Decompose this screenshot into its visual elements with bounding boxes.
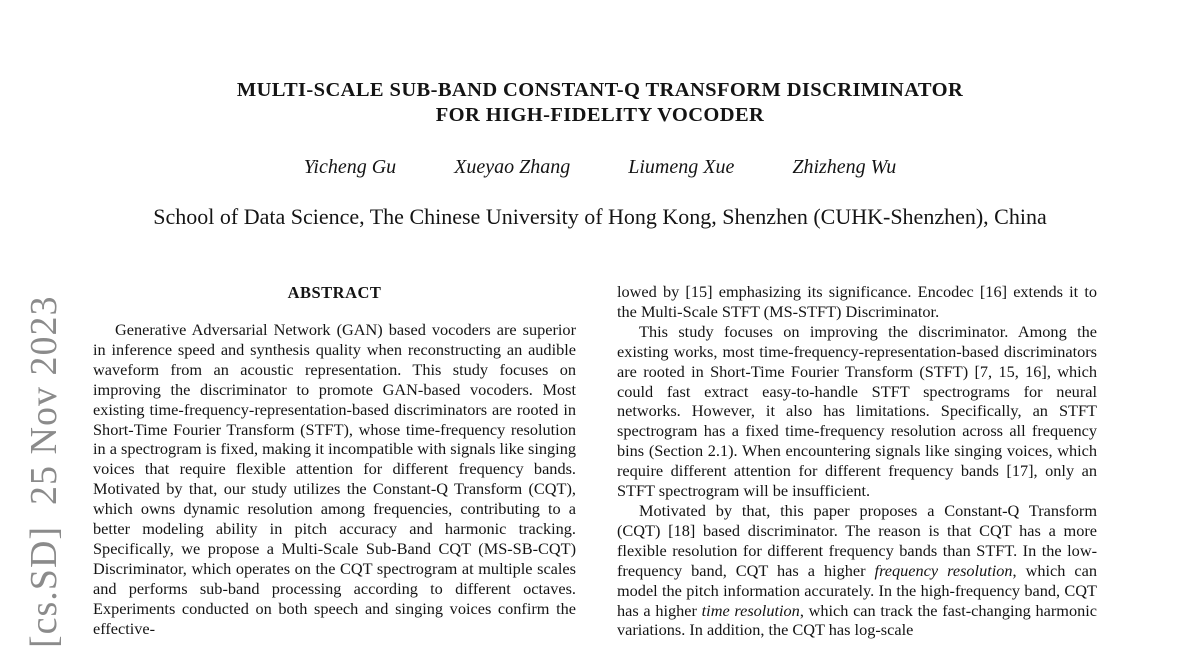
arxiv-sidebar-banner: [cs.SD] 25 Nov 2023 — [23, 295, 65, 648]
time-resolution-term: time resolution — [701, 600, 800, 620]
paper-title — [0, 78, 1200, 128]
motivation-text-3: , which can track the fast-changing harmonic variations. In addition, the CQT has log-scale — [617, 600, 1097, 640]
motivation-text-2: , which can model the pitch information accurately. In the high-frequency band, CQT has a higher — [617, 560, 1097, 620]
motivation-text-1: Motivated by that, this paper proposes a Constant-Q Transform (CQT) [18] based discriminator. The reason is that CQT has a more flexible resolution for different frequency bands than STFT. In the low-frequency band, CQT has a higher — [617, 500, 1097, 580]
frequency-resolution-term: frequency resolution — [874, 560, 1013, 580]
abstract-paragraph: Generative Adversarial Network (GAN) based vocoders are superior in inference speed and synthesis quality when reconstructing an audible waveform from an acoustic representation. This study focuses on improving the discriminator to promote GAN-based vocoders. Most existing time-frequency-representation-based discriminators are rooted in Short-Time Fourier Transform (STFT), whose time-frequency resolution in a spectrogram is fixed, making it incompatible with signals like singing voices that require flexible attention for different frequency bands. Motivated by that, our study utilizes the Constant-Q Transform (CQT), which owns dynamic resolution among frequencies, contributing to a better modeling ability in pitch accuracy and harmonic tracking. Specifically, we propose a Multi-Scale Sub-Band CQT (MS-SB-CQT) Discriminator, which operates on the CQT spectrogram at multiple scales and performs sub-band processing according to different octaves. Experiments conducted on both speech and singing voices confirm the effective- — [93, 320, 576, 638]
author-name-1: Yicheng Gu — [303, 156, 397, 178]
authors-row — [0, 156, 1200, 179]
author-name-3: Liumeng Xue — [628, 156, 735, 178]
author-name-4: Zhizheng Wu — [792, 156, 897, 178]
title-line-2: FOR HIGH-FIDELITY VOCODER — [435, 104, 765, 126]
paragraph-continuation: lowed by [15] emphasizing its significance. Encodec [16] extends it to the Multi-Scale STFT (MS-STFT) Discriminator. — [617, 282, 1097, 321]
left-column — [93, 282, 576, 648]
title-line-1: MULTI-SCALE SUB-BAND CONSTANT-Q TRANSFORM DISCRIMINATOR — [236, 79, 964, 101]
two-column-body — [93, 282, 1097, 648]
right-column — [617, 282, 1097, 648]
author-name-2: Xueyao Zhang — [454, 156, 571, 178]
affiliation-line: School of Data Science, The Chinese University of Hong Kong, Shenzhen (CUHK-Shenzhen), China — [153, 204, 1047, 229]
abstract-heading: ABSTRACT — [287, 283, 382, 302]
paragraph-study-focus: This study focuses on improving the discriminator. Among the existing works, most time-frequency-representation-based discriminators are rooted in Short-Time Fourier Transform (STFT) [7, 15, 16], which could fast extract easy-to-handle STFT spectrograms for neural networks. However, it also has limitations. Specifically, an STFT spectrogram has a fixed time-frequency resolution across all frequency bins (Section 2.1). When encountering signals like singing voices, which require different attention for different frequency bands [17], only an STFT spectrogram will be insufficient. — [617, 321, 1097, 501]
paragraph-motivation — [617, 501, 1097, 640]
title-block — [0, 78, 1200, 128]
